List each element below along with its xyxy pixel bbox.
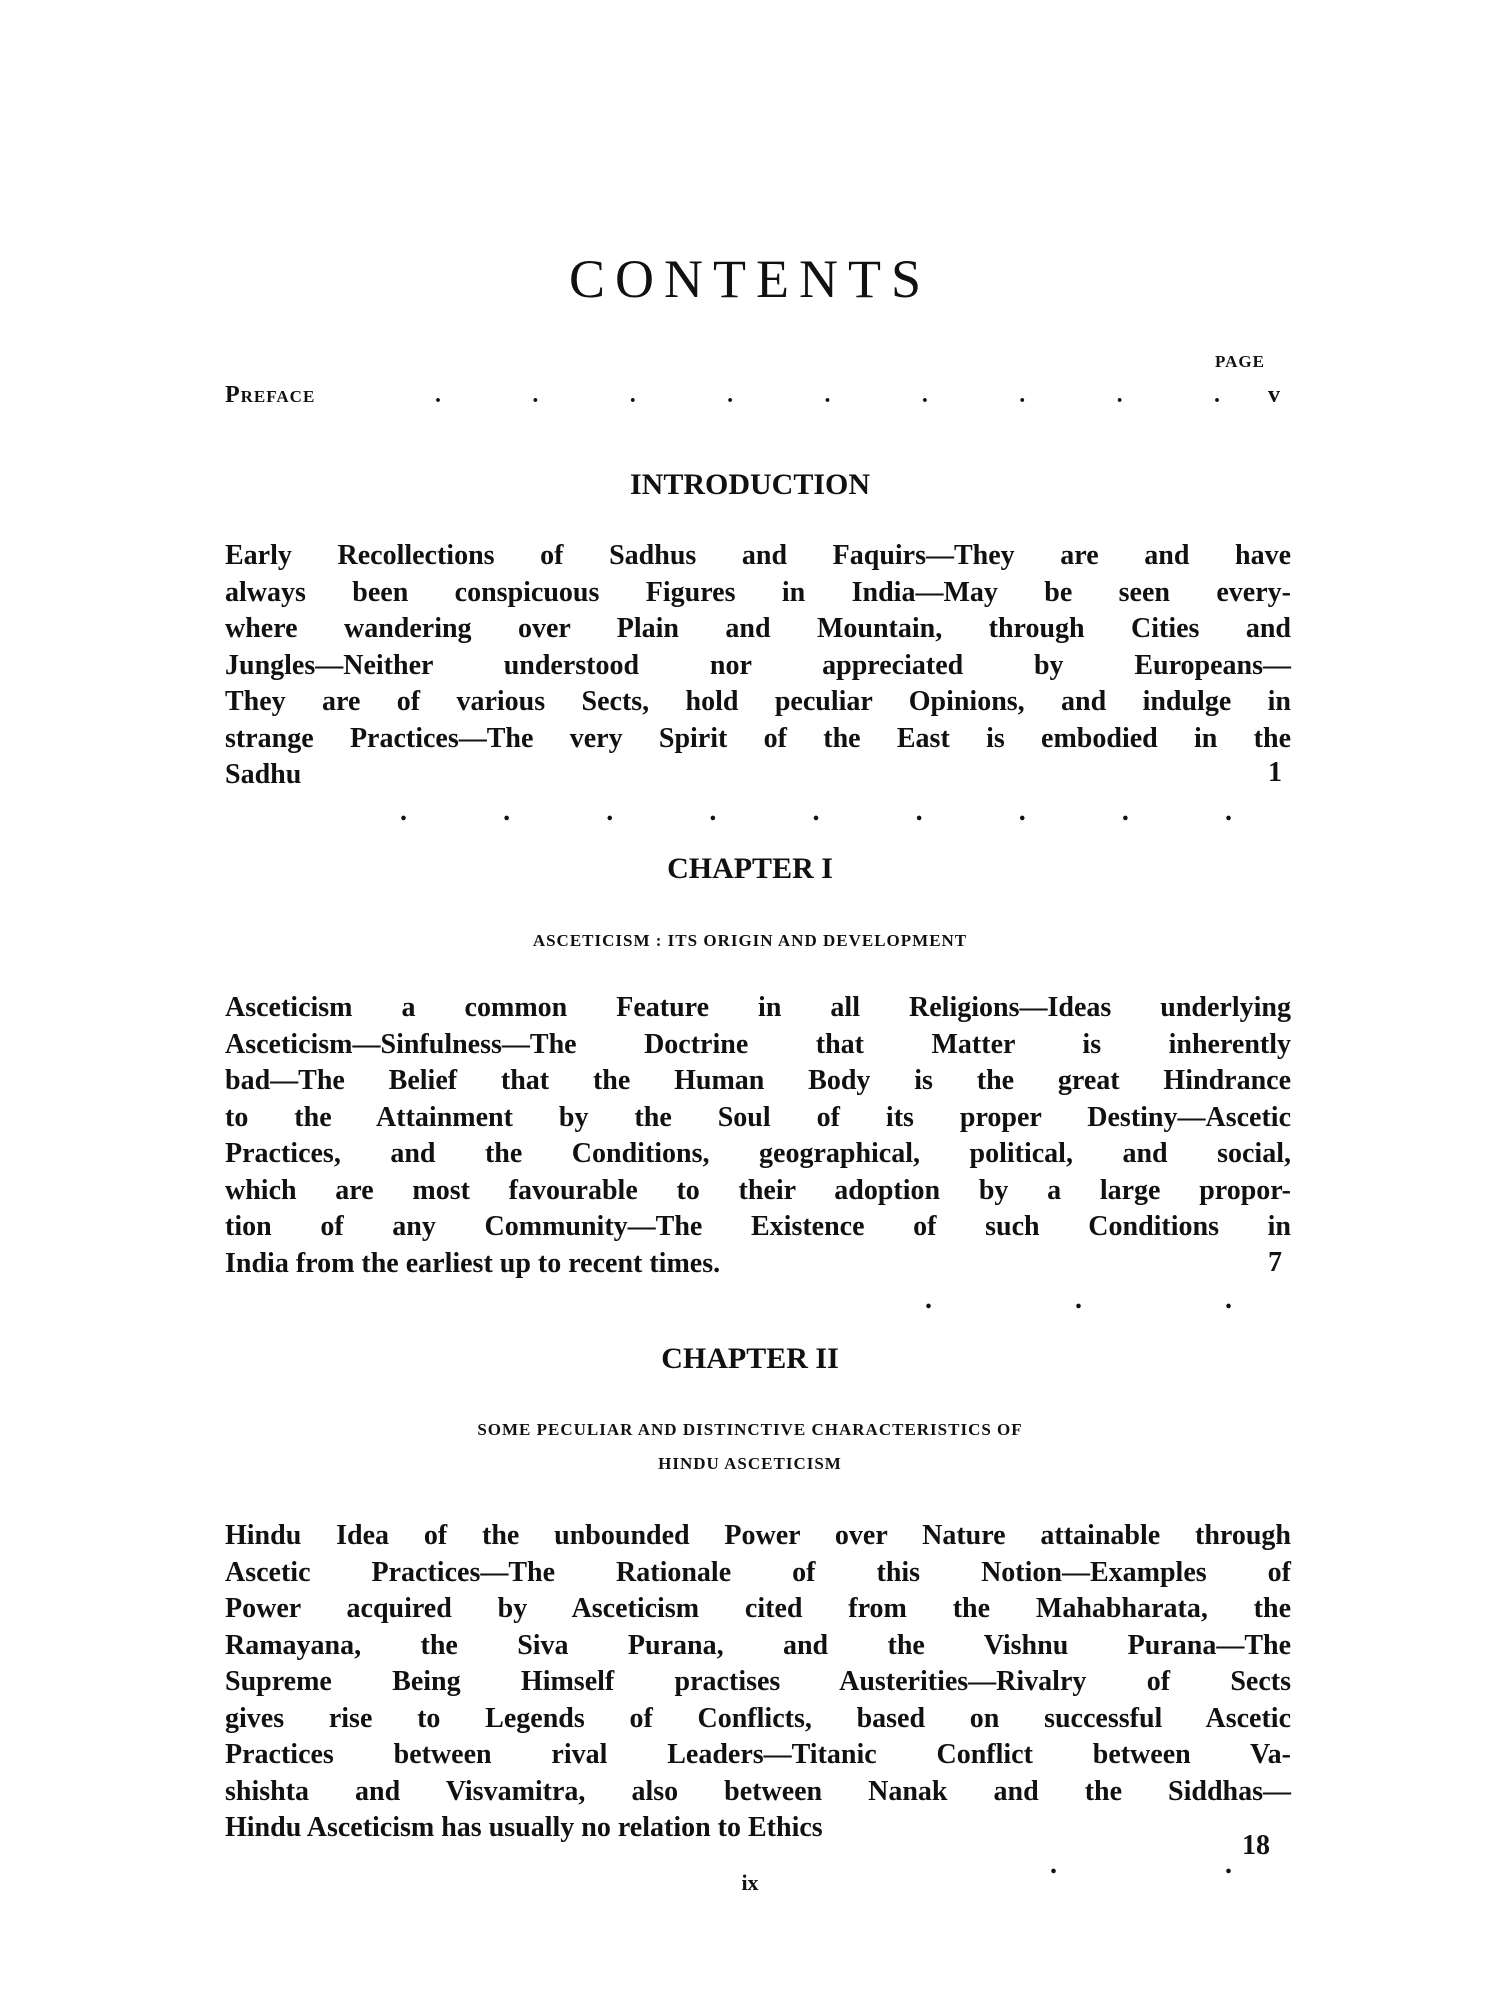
entry-line: They are of various Sects, hold peculiar Opinions, and indulge in — [225, 686, 1291, 717]
entry-line: Practices, and the Conditions, geographical, political, and social, — [225, 1138, 1291, 1169]
toc-entry-chapter-2[interactable] — [225, 1518, 1291, 1880]
entry-line: Practices between rival Leaders—Titanic Conflict between Va- — [225, 1739, 1291, 1770]
chapter-1-heading: CHAPTER I — [667, 852, 833, 885]
chapter-1-subtitle: ASCETICISM : ITS ORIGIN AND DEVELOPMENT — [532, 931, 968, 950]
chapter-2-subtitle-line-1: SOME PECULIAR AND DISTINCTIVE CHARACTERISTICS OF — [477, 1420, 1023, 1439]
entry-line: Power acquired by Asceticism cited from the Mahabharata, the — [225, 1593, 1291, 1624]
entry-line: Early Recollections of Sadhus and Faquirs—They are and have — [225, 540, 1291, 571]
entry-line: tion of any Community—The Existence of such Conditions in — [225, 1211, 1291, 1242]
entry-line: bad—The Belief that the Human Body is the great Hindrance — [225, 1065, 1291, 1096]
entry-line: strange Practices—The very Spirit of the East is embodied in the — [225, 722, 1291, 754]
entry-line: which are most favourable to their adoption by a large propor- — [225, 1174, 1291, 1206]
introduction-page-number: 1 — [1268, 757, 1282, 788]
entry-line: India from the earliest up to recent times. . . . — [291, 1246, 1291, 1283]
preface-page-number: v — [1268, 382, 1280, 408]
toc-entry-chapter-1[interactable] — [225, 990, 1291, 1315]
leader-dots: . . — [1050, 1848, 1232, 1880]
entry-line: always been conspicuous Figures in India—May be seen every- — [225, 576, 1291, 608]
page-title: CONTENTS — [569, 249, 931, 309]
preface-label: Preface — [225, 382, 316, 408]
entry-line: Hindu Idea of the unbounded Power over Nature attainable through — [225, 1520, 1291, 1551]
entry-line: Asceticism—Sinfulness—The Doctrine that Matter is inherently — [225, 1028, 1291, 1060]
toc-entry-preface[interactable] — [225, 382, 1280, 422]
entry-line: where wandering over Plain and Mountain, through Cities and — [225, 613, 1291, 644]
chapter-2-subtitle-line-2: HINDU ASCETICISM — [658, 1454, 842, 1473]
folio-page-number: ix — [741, 1870, 759, 1895]
entry-line: to the Attainment by the Soul of its proper Destiny—Ascetic — [225, 1101, 1291, 1133]
entry-line: Jungles—Neither understood nor appreciated by Europeans— — [225, 649, 1291, 681]
chapter-2-page-number: 18 — [1242, 1830, 1270, 1861]
entry-line: Supreme Being Himself practises Austerities—Rivalry of Sects — [225, 1666, 1291, 1697]
entry-line: shishta and Visvamitra, also between Nanak and the Siddhas— — [225, 1775, 1291, 1807]
chapter-2-heading: CHAPTER II — [661, 1342, 839, 1375]
leader-dots: . . . — [925, 1284, 1232, 1315]
entry-line: gives rise to Legends of Conflicts, based on successful Ascetic — [225, 1702, 1291, 1734]
toc-entry-introduction[interactable] — [225, 538, 1291, 827]
introduction-heading: INTRODUCTION — [629, 468, 871, 501]
entry-line: Sadhu . . . . . . . . . — [291, 757, 1291, 794]
leader-dots: . . . . . . . . . — [435, 382, 1220, 408]
page-column-label: PAGE — [1215, 352, 1265, 371]
leader-dots: . . . . . . . . . — [400, 795, 1232, 827]
entry-line: Ascetic Practices—The Rationale of this Notion—Examples of — [225, 1556, 1291, 1588]
entry-line: Asceticism a common Feature in all Religions—Ideas underlying — [225, 992, 1291, 1023]
entry-line: Hindu Asceticism has usually no relation to Ethics . . — [291, 1810, 1291, 1847]
chapter-1-page-number: 7 — [1268, 1247, 1282, 1278]
entry-line: Ramayana, the Siva Purana, and the Vishnu Purana—The — [225, 1629, 1291, 1661]
